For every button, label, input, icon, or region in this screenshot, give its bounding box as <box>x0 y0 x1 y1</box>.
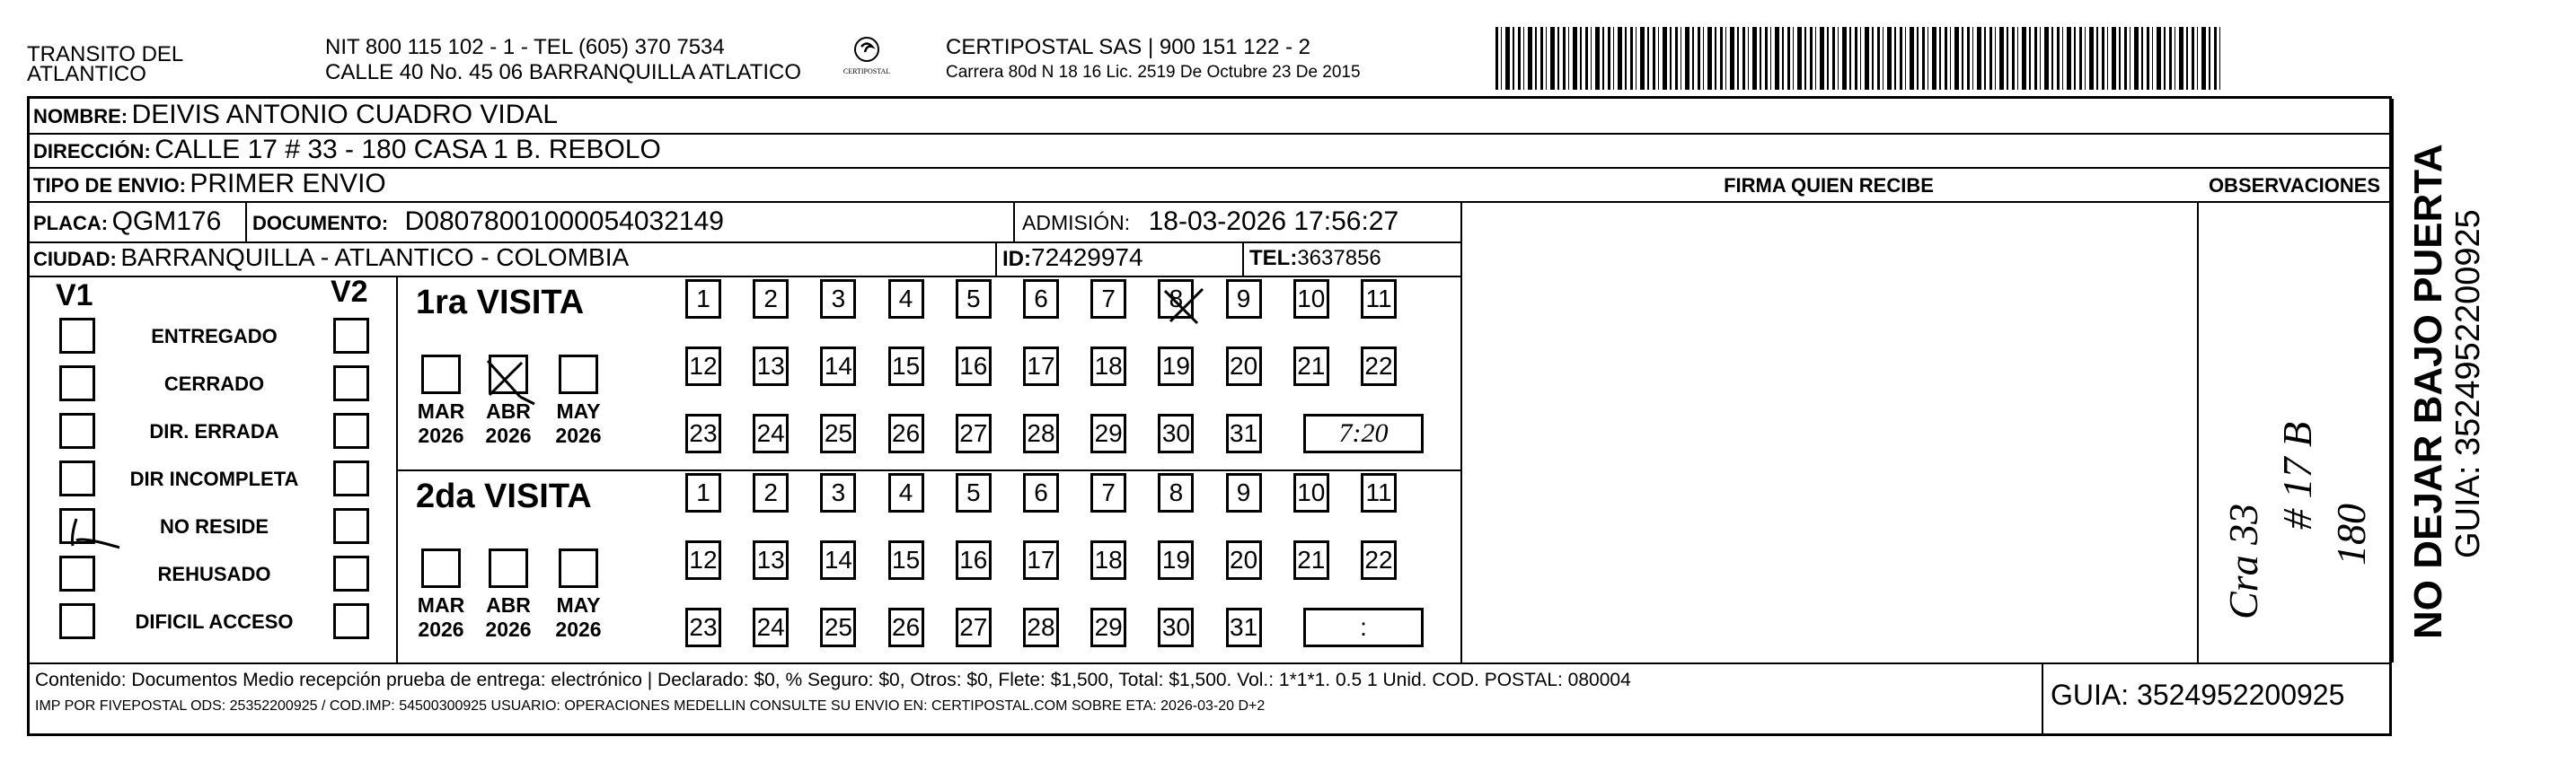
firma-header: FIRMA QUIEN RECIBE <box>1724 174 1934 197</box>
side-guia: GUIA: 3524952200925 <box>2449 209 2487 558</box>
v1-checkbox-rehusado[interactable] <box>59 556 95 592</box>
visit1-day-number: 23 <box>689 419 718 447</box>
visit2-day-number: 9 <box>1236 478 1251 506</box>
visit1-day-number: 9 <box>1236 285 1251 312</box>
visit2-day-number: 27 <box>959 613 988 641</box>
visit1-day-number: 10 <box>1297 285 1326 312</box>
visit1-month-box-may[interactable] <box>559 355 598 394</box>
documento-label: DOCUMENTO: <box>252 212 389 234</box>
status-label-dir-incompleta: DIR INCOMPLETA <box>129 468 299 490</box>
v1-checkbox-dificil-acceso[interactable] <box>59 603 95 639</box>
visit2-month-year-may: 2026 <box>555 618 602 641</box>
certipostal-logo <box>831 36 903 75</box>
visit2-day-box[interactable] <box>685 473 721 513</box>
visit2-day-box[interactable] <box>956 473 992 513</box>
v1-checkbox-dir-errada[interactable] <box>59 413 95 449</box>
status-label-entregado: ENTREGADO <box>151 325 278 347</box>
visit1-day-number: 2 <box>763 285 778 312</box>
visit2-day-box[interactable] <box>1226 608 1262 647</box>
visit2-month-box-abr[interactable] <box>489 548 528 588</box>
visit2-day-number: 23 <box>689 613 718 641</box>
visit2-day-box[interactable] <box>1023 608 1059 647</box>
admision-field <box>1022 206 1398 237</box>
visit2-day-box[interactable] <box>1158 540 1194 580</box>
v2-checkbox-cerrado[interactable] <box>333 365 369 401</box>
v1-checkbox-cerrado[interactable] <box>59 365 95 401</box>
visit1-day-box[interactable] <box>1226 279 1262 319</box>
visit1-day-number: 8 <box>1169 285 1184 312</box>
id-value: 72429974 <box>1031 243 1143 271</box>
admision-label: ADMISIÓN: <box>1022 211 1131 234</box>
status-label-dificil-acceso: DIFICIL ACCESO <box>135 610 294 633</box>
visit1-day-number: 6 <box>1034 285 1048 312</box>
observation-line-1: Cra 33 <box>2220 503 2266 619</box>
visit2-day-number: 17 <box>1027 546 1055 574</box>
tipo-row <box>33 169 386 199</box>
visit2-day-number: 3 <box>831 478 846 506</box>
visit2-day-box[interactable] <box>888 540 924 580</box>
visit1-day-number: 28 <box>1027 419 1055 447</box>
visit1-month-x <box>484 357 538 407</box>
visit2-day-number: 22 <box>1364 546 1393 574</box>
visit2-day-box[interactable] <box>1023 473 1059 513</box>
id-field <box>1002 243 1143 272</box>
visit1-day-number: 18 <box>1094 352 1123 380</box>
visit1-day-number: 4 <box>898 285 913 312</box>
visit1-day-box[interactable] <box>1158 347 1194 386</box>
visit1-day-box[interactable] <box>820 414 856 453</box>
ciudad-value: BARRANQUILLA - ATLANTICO - COLOMBIA <box>120 243 630 271</box>
visit1-month-label-mar <box>410 399 472 448</box>
tel-field <box>1249 246 1381 271</box>
status-label-cerrado: CERRADO <box>163 373 265 395</box>
visit2-day-number: 16 <box>959 546 988 574</box>
visit2-month-year-abr: 2026 <box>485 618 532 641</box>
footer-contenido: Contenido: Documentos Medio recepción prueba de entrega: electrónico | Declarado: $0, % Seguro: $0, Otros: $0, Flete: $1,500, Total: $1,500. Vol.: 1*1*1. 0.5 1 Unid. COD. POSTAL: 080004 <box>35 670 1631 690</box>
v1-label: V1 <box>56 278 93 312</box>
status-label-rehusado: REHUSADO <box>157 563 271 585</box>
visit2-month-label-mar <box>410 593 472 642</box>
delivery-form <box>27 96 2392 736</box>
visit2-day-box[interactable] <box>956 540 992 580</box>
visit1-day-number: 20 <box>1230 352 1258 380</box>
org-line-2: ATLANTICO <box>27 62 146 86</box>
admision-value: 18-03-2026 17:56:27 <box>1148 206 1399 236</box>
visit1-day-number: 31 <box>1230 419 1258 447</box>
visit1-day-box[interactable] <box>753 347 789 386</box>
visit2-day-number: 10 <box>1297 478 1326 506</box>
footer-imp-line: IMP POR FIVEPOSTAL ODS: 25352200925 / COD.IMP: 54500300925 USUARIO: OPERACIONES MEDELLIN CONSULTE SU ENVIO EN: CERTIPOSTAL.COM SOBRE ETA: 2026-03-20 D+2 <box>35 698 1266 714</box>
visit2-day-box[interactable] <box>820 540 856 580</box>
ciudad-field <box>33 243 629 272</box>
visit1-month-name-may: MAY <box>556 399 601 423</box>
visit1-month-year-mar: 2026 <box>418 424 464 447</box>
visit1-day-box[interactable] <box>685 347 721 386</box>
visit2-day-box[interactable] <box>1158 608 1194 647</box>
visit1-day-number: 11 <box>1365 285 1392 312</box>
visit2-day-number: 28 <box>1027 613 1055 641</box>
logo-icon <box>851 36 882 63</box>
visit1-day-number: 17 <box>1027 352 1055 380</box>
visit1-time-value: 7:20 <box>1338 418 1389 448</box>
visit1-day-number: 27 <box>959 419 988 447</box>
footer-guia: GUIA: 3524952200925 <box>2051 679 2345 711</box>
visit2-day-box[interactable] <box>1226 473 1262 513</box>
visit2-day-box[interactable] <box>820 473 856 513</box>
no-reside-checkmark <box>57 508 124 557</box>
visit1-day-box[interactable] <box>1226 414 1262 453</box>
visit2-month-name-mar: MAR <box>417 593 465 617</box>
visit2-title: 2da VISITA <box>416 478 592 515</box>
logo-text: CERTIPOSTAL <box>842 67 891 75</box>
visit2-day-number: 31 <box>1230 613 1258 641</box>
visit2-day-box[interactable] <box>685 608 721 647</box>
visit1-title: 1ra VISITA <box>416 284 585 321</box>
status-label-dir-errada: DIR. ERRADA <box>149 420 279 443</box>
visit2-day-number: 5 <box>966 478 981 506</box>
visit1-day-box[interactable] <box>1023 414 1059 453</box>
visit1-month-box-mar[interactable] <box>421 355 461 394</box>
visit2-day-number: 24 <box>756 613 785 641</box>
placa-value: QGM176 <box>111 206 222 236</box>
visit2-day-box[interactable] <box>1090 540 1126 580</box>
visit1-day-number: 5 <box>966 285 981 312</box>
visit2-day-number: 19 <box>1161 546 1190 574</box>
v1-checkbox-entregado[interactable] <box>59 318 95 354</box>
visit1-day-number: 22 <box>1364 352 1393 380</box>
visit2-month-label-may <box>548 593 609 642</box>
v2-checkbox-entregado[interactable] <box>333 318 369 354</box>
visit1-day-box[interactable] <box>1090 347 1126 386</box>
visit1-day-box[interactable] <box>1226 347 1262 386</box>
visit2-day-number: 21 <box>1297 546 1326 574</box>
visit2-day-box[interactable] <box>1226 540 1262 580</box>
documento-value: D08078001000054032149 <box>404 206 724 236</box>
v2-checkbox-rehusado[interactable] <box>333 556 369 592</box>
nombre-row <box>33 100 558 130</box>
visit1-day-box[interactable] <box>1023 347 1059 386</box>
visit1-month-label-abr <box>478 399 539 448</box>
visit1-day-box[interactable] <box>1293 279 1329 319</box>
visit2-day-number: 2 <box>763 478 778 506</box>
nit-line: NIT 800 115 102 - 1 - TEL (605) 370 7534 <box>325 35 725 59</box>
courier-info <box>946 36 1361 83</box>
visit1-day-number: 13 <box>756 352 785 380</box>
visit2-day-number: 8 <box>1169 478 1184 506</box>
visit2-day-number: 12 <box>689 546 718 574</box>
visit1-day-number: 12 <box>689 352 718 380</box>
org-line-1: TRANSITO DEL <box>27 42 184 66</box>
visit1-month-year-may: 2026 <box>555 424 602 447</box>
visit1-day-box[interactable] <box>1293 347 1329 386</box>
visit2-day-number: 25 <box>824 613 852 641</box>
visit1-time-box[interactable] <box>1303 414 1424 453</box>
visit1-day-box[interactable] <box>1090 279 1126 319</box>
v2-checkbox-dir-incompleta[interactable] <box>333 461 369 496</box>
org-contact <box>325 36 801 84</box>
visit2-day-box[interactable] <box>1361 540 1397 580</box>
observation-line-3: 180 <box>2328 504 2374 566</box>
visit2-day-box[interactable] <box>1361 473 1397 513</box>
visit1-day-number: 16 <box>959 352 988 380</box>
status-label-no-reside: NO RESIDE <box>159 515 269 538</box>
observations-handwriting <box>2217 422 2378 619</box>
visit2-time-box[interactable] <box>1303 608 1424 647</box>
tel-label: TEL: <box>1249 246 1298 270</box>
nombre-label: NOMBRE: <box>33 105 128 127</box>
visit1-day-box[interactable] <box>753 279 789 319</box>
visit2-day-box[interactable] <box>888 473 924 513</box>
visit1-day-box[interactable] <box>820 279 856 319</box>
v1-checkbox-dir-incompleta[interactable] <box>59 461 95 496</box>
barcode <box>1495 27 2223 90</box>
visit2-day-box[interactable] <box>1090 473 1126 513</box>
visit1-day-number: 21 <box>1297 352 1326 380</box>
placa-field <box>33 206 221 237</box>
visit1-day-box[interactable] <box>888 279 924 319</box>
visit1-day-number: 14 <box>824 352 852 380</box>
courier-line-1: CERTIPOSTAL SAS | 900 151 122 - 2 <box>946 35 1310 59</box>
visit2-day-box[interactable] <box>1090 608 1126 647</box>
visit1-day-box[interactable] <box>888 414 924 453</box>
visit2-month-label-abr <box>478 593 539 642</box>
visit1-day-number: 26 <box>892 419 921 447</box>
visit1-day-number: 3 <box>831 285 846 312</box>
visit1-day-number: 30 <box>1161 419 1190 447</box>
visit2-time-value: : <box>1360 613 1367 641</box>
ciudad-label: CIUDAD: <box>33 248 117 270</box>
address-line: CALLE 40 No. 45 06 BARRANQUILLA ATLATICO <box>325 60 802 84</box>
documento-field <box>252 206 724 237</box>
nombre-value: DEIVIS ANTONIO CUADRO VIDAL <box>131 100 559 129</box>
side-warning: NO DEJAR BAJO PUERTA <box>2406 144 2450 639</box>
visit1-day-box[interactable] <box>685 279 721 319</box>
visit1-month-label-may <box>548 399 609 448</box>
direccion-row <box>33 135 661 165</box>
visit1-day-box[interactable] <box>956 279 992 319</box>
courier-line-2: Carrera 80d N 18 16 Lic. 2519 De Octubre 23 De 2015 <box>946 63 1361 82</box>
visit2-day-box[interactable] <box>753 473 789 513</box>
tel-value: 3637856 <box>1297 246 1381 270</box>
visit2-day-box[interactable] <box>1023 540 1059 580</box>
visit2-day-number: 4 <box>898 478 913 506</box>
visit1-day-number: 1 <box>696 285 710 312</box>
direccion-label: DIRECCIÓN: <box>33 140 151 162</box>
org-name <box>27 43 183 86</box>
visit1-day-box[interactable] <box>1023 279 1059 319</box>
visit1-day-box[interactable] <box>753 414 789 453</box>
visit2-day-number: 11 <box>1365 478 1392 506</box>
v2-checkbox-no-reside[interactable] <box>333 508 369 544</box>
visit2-day-number: 13 <box>756 546 785 574</box>
visit2-day-number: 20 <box>1230 546 1258 574</box>
visit2-day-box[interactable] <box>888 608 924 647</box>
visit1-day-box[interactable] <box>956 347 992 386</box>
placa-label: PLACA: <box>33 212 109 234</box>
visit1-day-number: 15 <box>892 352 921 380</box>
observation-line-2: # 17 B <box>2274 421 2320 530</box>
visit1-month-year-abr: 2026 <box>485 424 532 447</box>
visit1-day-box[interactable] <box>1361 279 1397 319</box>
visit1-day-box[interactable] <box>1158 414 1194 453</box>
visit1-day-box[interactable] <box>685 414 721 453</box>
visit2-day-box[interactable] <box>1293 540 1329 580</box>
visit2-day-number: 1 <box>696 478 710 506</box>
direccion-value: CALLE 17 # 33 - 180 CASA 1 B. REBOLO <box>154 135 661 164</box>
id-label: ID: <box>1002 247 1031 271</box>
visit2-day-number: 14 <box>824 546 852 574</box>
visit2-month-name-abr: ABR <box>486 593 531 617</box>
visit2-month-year-mar: 2026 <box>418 618 464 641</box>
visit2-day-number: 6 <box>1034 478 1048 506</box>
visit1-day-number: 24 <box>756 419 785 447</box>
visit1-day-box[interactable] <box>820 347 856 386</box>
visit1-day-box[interactable] <box>1361 347 1397 386</box>
side-labels <box>2407 144 2486 639</box>
visit1-day-number: 19 <box>1161 352 1190 380</box>
visit2-day-box[interactable] <box>820 608 856 647</box>
tipo-value: PRIMER ENVIO <box>190 169 386 198</box>
v2-checkbox-dir-errada[interactable] <box>333 413 369 449</box>
visit2-day-box[interactable] <box>685 540 721 580</box>
v2-label: V2 <box>331 275 368 309</box>
visit1-day-number: 25 <box>824 419 852 447</box>
visit2-month-box-may[interactable] <box>559 548 598 588</box>
visit1-day-box[interactable] <box>956 414 992 453</box>
visit1-day-number: 29 <box>1094 419 1123 447</box>
visit2-day-box[interactable] <box>753 608 789 647</box>
visit2-day-number: 30 <box>1161 613 1190 641</box>
visit1-day-number: 7 <box>1101 285 1116 312</box>
visit2-day-box[interactable] <box>1293 473 1329 513</box>
visit2-day-number: 29 <box>1094 613 1123 641</box>
v2-checkbox-dificil-acceso[interactable] <box>333 603 369 639</box>
visit2-month-box-mar[interactable] <box>421 548 461 588</box>
visit2-day-number: 26 <box>892 613 921 641</box>
visit2-month-name-may: MAY <box>556 593 601 617</box>
observaciones-header: OBSERVACIONES <box>2208 174 2381 197</box>
visit1-day-box[interactable] <box>888 347 924 386</box>
visit2-day-number: 15 <box>892 546 921 574</box>
visit2-day-number: 7 <box>1101 478 1116 506</box>
visit2-day-box[interactable] <box>1158 473 1194 513</box>
visit1-day-box[interactable] <box>1090 414 1126 453</box>
tipo-label: TIPO DE ENVIO: <box>33 174 186 197</box>
visit1-month-name-mar: MAR <box>417 399 465 423</box>
visit1-day-x <box>1161 285 1206 327</box>
visit1-month-name-abr: ABR <box>486 399 531 423</box>
visit2-day-box[interactable] <box>956 608 992 647</box>
visit2-day-number: 18 <box>1094 546 1123 574</box>
visit2-day-box[interactable] <box>753 540 789 580</box>
